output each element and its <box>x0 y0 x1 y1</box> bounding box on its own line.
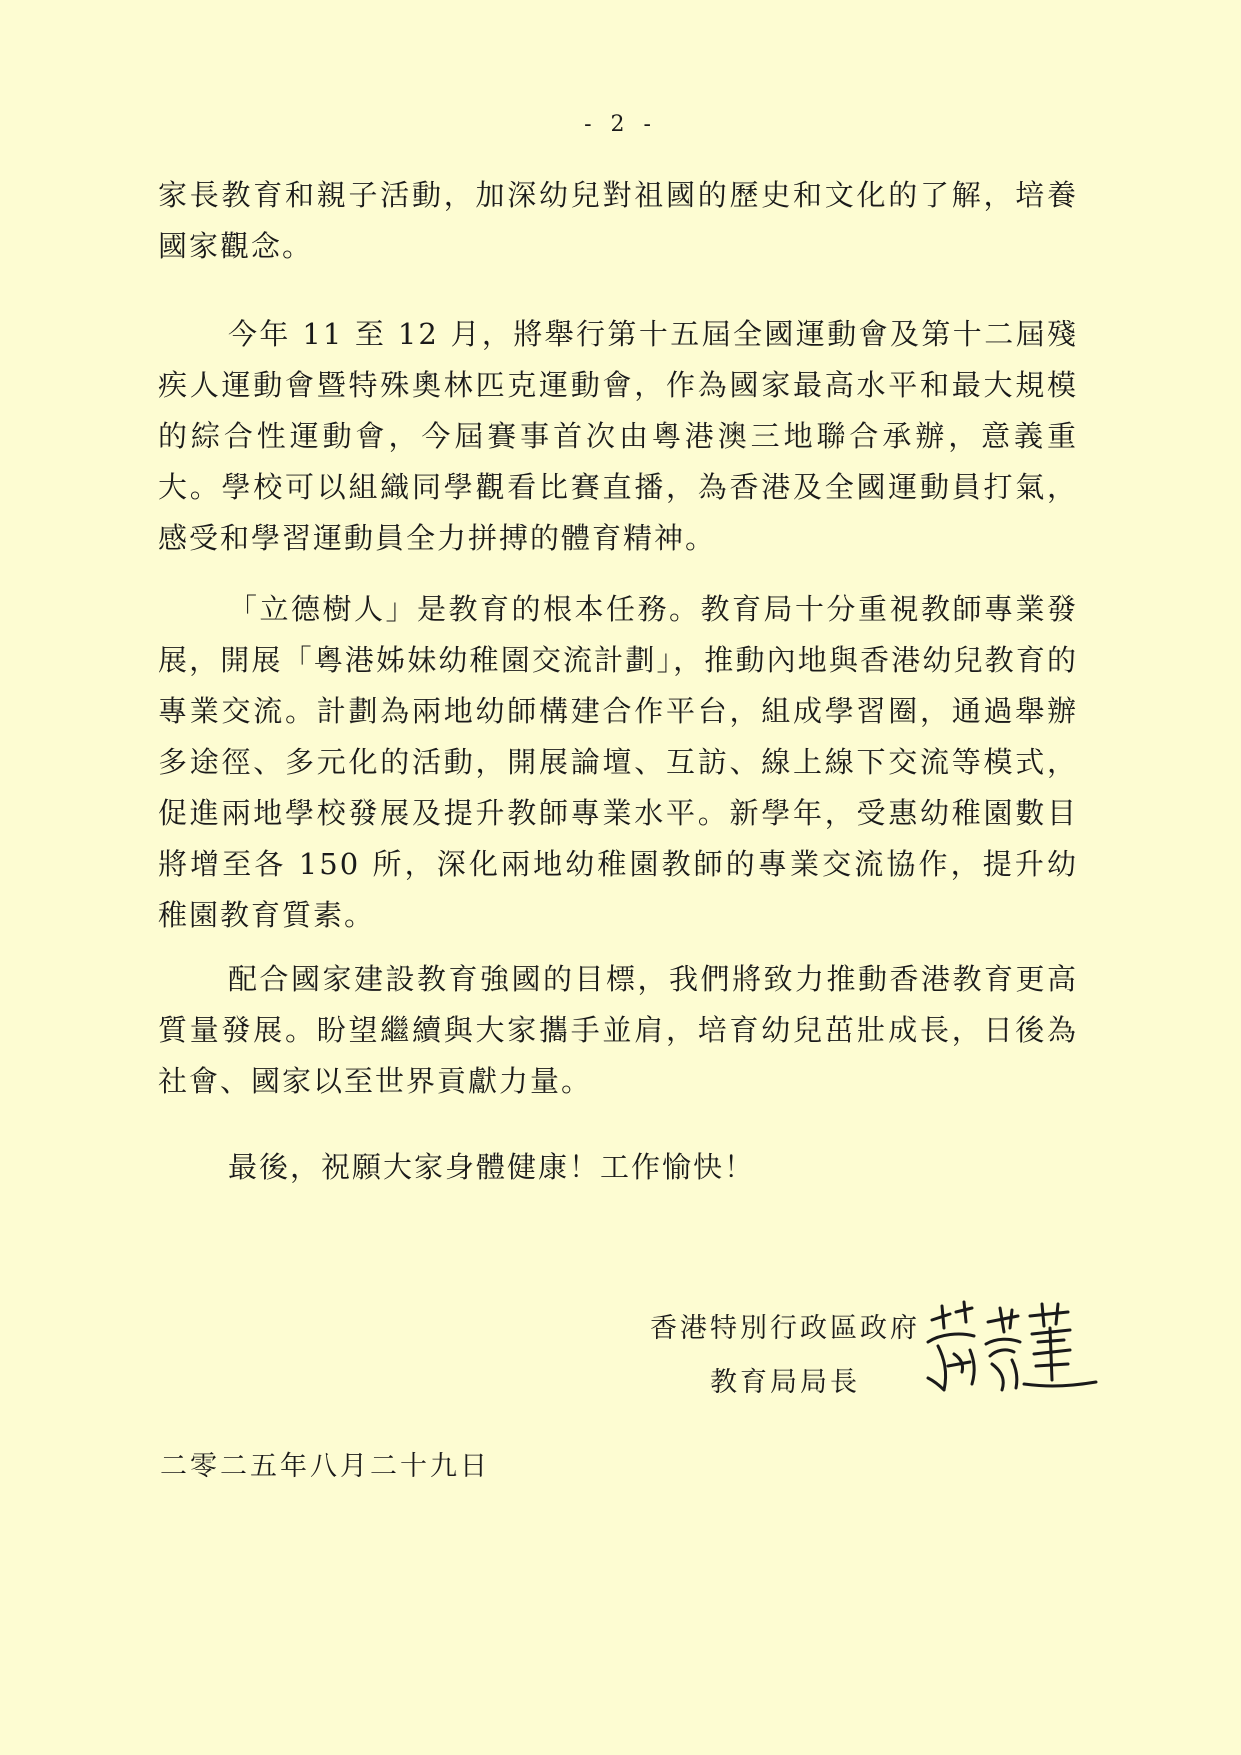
paragraph-5: 最後，祝願大家身體健康！工作愉快！ <box>228 1150 756 1184</box>
paragraph-2: 今年 11 至 12 月，將舉行第十五屆全國運動會及第十二屆殘疾人運動會暨特殊奧林匹克運動會，作為國家最高水平和最大規模的綜合性運動會，今屆賽事首次由粵港澳三地聯合承辦，意義重大。學校可以組織同學觀看比賽直播，為香港及全國運動員打氣，感受和學習運動員全力拼搏的體育精神。 <box>158 317 1078 555</box>
signatory-organization: 香港特別行政區政府 <box>650 1313 920 1344</box>
paragraph-3: 「立德樹人」是教育的根本任務。教育局十分重視教師專業發展，開展「粵港姊妹幼稚園交流計劃」，推動內地與香港幼兒教育的專業交流。計劃為兩地幼師構建合作平台，組成學習圈，通過舉辦多途徑、多元化的活動，開展論壇、互訪、線上線下交流等模式，促進兩地學校發展及提升教師專業水平。新學年，受惠幼稚園數目將增至各 150 所，深化兩地幼稚園教師的專業交流協作，提升幼稚園教育質素。 <box>158 592 1078 932</box>
letter-date: 二零二五年八月二十九日 <box>160 1451 490 1482</box>
page-number: - 2 - <box>584 112 657 137</box>
handwritten-signature <box>920 1298 1100 1408</box>
paragraph-4: 配合國家建設教育強國的目標，我們將致力推動香港教育更高質量發展。盼望繼續與大家攜手並肩，培育幼兒茁壯成長，日後為社會、國家以至世界貢獻力量。 <box>158 962 1078 1098</box>
paragraph-1: 家長教育和親子活動，加深幼兒對祖國的歷史和文化的了解，培養國家觀念。 <box>158 178 1078 263</box>
signatory-title: 教育局局長 <box>710 1367 860 1398</box>
